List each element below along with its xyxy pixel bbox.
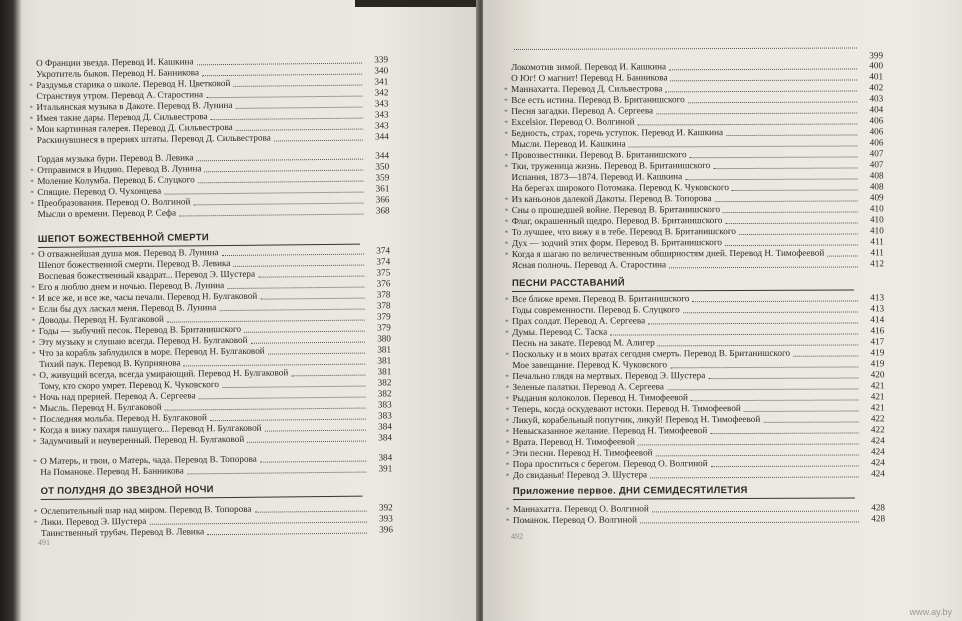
toc-page-number: 406 (869, 115, 884, 126)
toc-title: Думы. Перевод С. Таска (512, 326, 608, 337)
toc-title: Шепот божественной смерти. Перевод В. Левика (38, 257, 231, 270)
asterisk-mark: * (29, 104, 34, 113)
toc-page-number: 384 (378, 432, 393, 443)
dot-leader (658, 344, 859, 346)
asterisk-mark: * (505, 373, 509, 382)
toc-page-number: 416 (870, 325, 885, 336)
toc-page-number: 400 (869, 60, 884, 71)
toc-title: Гордая музыка бури. Перевод В. Левика (37, 152, 194, 164)
toc-page-number: 428 (871, 513, 886, 524)
asterisk-mark: * (504, 108, 508, 117)
toc-page-number: 403 (869, 93, 884, 104)
dot-leader (667, 388, 858, 390)
dot-leader (726, 222, 858, 224)
toc-title: О Франции звезда. Перевод И. Кашкина (36, 56, 194, 68)
toc-page-number: 393 (379, 513, 393, 524)
toc-title: Мысли. Перевод И. Кашкина (511, 138, 626, 149)
dot-leader (227, 287, 364, 289)
dot-leader (514, 47, 857, 49)
toc-title: Бедность, страх, горечь уступок. Перевод И. Кашкина (511, 127, 724, 138)
toc-page-number: 374 (376, 245, 391, 256)
toc-page-number: 407 (869, 159, 884, 170)
toc-title: Странствуя утром. Перевод А. Старостина (36, 89, 204, 101)
toc-title: Эти песни. Перевод Н. Тимофеевой (512, 447, 653, 458)
dot-leader (222, 254, 364, 256)
toc-title: Поманок. Перевод О. Волгиной (513, 514, 638, 525)
asterisk-mark: * (504, 196, 509, 205)
toc-title: Зеленые палатки. Перевод А. Сергеева (512, 381, 664, 392)
toc-page-number: 399 (869, 50, 884, 61)
toc-page-number: 401 (869, 71, 884, 82)
toc-page-number: 413 (870, 292, 885, 303)
toc-page-number: 375 (376, 267, 391, 278)
toc-page-number: 428 (871, 502, 886, 513)
toc-title: Воспевая божественный квадрат... Перевод Э. Шустера (38, 268, 256, 281)
dot-leader (219, 309, 364, 312)
toc-page-number: 411 (870, 236, 884, 247)
heading-rule (512, 290, 854, 292)
asterisk-mark: * (504, 207, 509, 216)
toc-title: Ослепительный шар над миром. Перевод В. Топорова (40, 503, 252, 516)
toc-page-number: 410 (869, 203, 884, 214)
toc-title: О, живущий всегда, всегда умирающий. Перевод Н. Булгаковой (39, 367, 289, 380)
toc-title: Невысказанное желание. Перевод Н. Тимофеевой (512, 425, 708, 436)
toc-title: Маннахатта. Перевод О. Волгиной (512, 503, 649, 514)
toc-title: Дух — зодчий этих форм. Перевод В. Британишского (511, 237, 722, 248)
toc-page-number: 411 (870, 247, 884, 258)
toc-title: Годы — зыбучий песок. Перевод В. Британишского (38, 323, 242, 336)
asterisk-mark: * (504, 130, 508, 139)
toc-entry (506, 513, 886, 526)
asterisk-mark: * (504, 229, 509, 238)
section-heading (513, 485, 855, 497)
section-heading-text: Приложение первое. ДНИ СЕМИДЕСЯТИЛЕТИЯ (512, 484, 748, 497)
dot-leader (827, 255, 858, 256)
asterisk-mark: * (30, 200, 35, 209)
toc-title: Ночь над прерией. Перевод А. Сергеева (39, 390, 196, 402)
dot-leader (251, 342, 365, 344)
toc-page-number: 419 (870, 358, 885, 369)
asterisk-mark: * (29, 82, 33, 91)
toc-title: Его я люблю днем и ночью. Перевод В. Лунина (38, 280, 225, 292)
asterisk-mark: * (32, 394, 37, 403)
dot-leader (732, 189, 858, 191)
toc-title: Отправимся в Индию. Перевод В. Лунина (37, 163, 202, 175)
toc-title: О Юг! О магнит! Перевод Н. Банникова (511, 72, 668, 83)
toc-entry (41, 524, 393, 539)
toc-title: Мысли о времени. Перевод Р. Сефа (37, 207, 177, 219)
toc-page-number: 391 (378, 463, 393, 474)
toc-title: Испания, 1873—1874. Перевод И. Кашкина (511, 171, 683, 182)
toc-page-number: 421 (870, 380, 885, 391)
heading-rule (513, 498, 855, 500)
asterisk-mark: * (31, 251, 35, 260)
toc-page-number: 422 (870, 424, 885, 435)
dot-leader (692, 300, 858, 302)
toc-page-number: 374 (376, 256, 391, 267)
toc-title: Моление Колумба. Перевод Б. Слуцкого (37, 174, 195, 186)
asterisk-mark: * (505, 461, 510, 470)
dot-leader (247, 441, 366, 443)
dot-leader (638, 123, 858, 125)
toc-page-number: 382 (377, 377, 392, 388)
asterisk-mark: * (29, 126, 34, 135)
dot-leader (638, 443, 859, 445)
dot-leader (244, 331, 365, 333)
toc-page-number: 420 (870, 369, 885, 380)
asterisk-mark: * (31, 317, 36, 326)
dot-leader (211, 118, 363, 121)
toc-title: Локомотив зимой. Перевод И. Кашкина (511, 61, 667, 72)
toc-title: Рыдания колоколов. Перевод Н. Тимофеевой (512, 392, 688, 403)
toc-title: Прах солдат. Перевод А. Сергеева (512, 315, 646, 326)
dot-leader (710, 432, 858, 434)
toc-page-number: 409 (869, 192, 884, 203)
toc-page-number: 413 (870, 303, 885, 314)
dot-leader (652, 510, 859, 512)
toc-page-number: 383 (377, 399, 392, 410)
asterisk-mark: * (505, 329, 509, 338)
toc-title: Задумчивый и неуверенный. Перевод Н. Булгаковой (39, 433, 245, 446)
toc-page-number: 339 (374, 54, 389, 65)
section-heading (38, 231, 360, 245)
toc-title: Когда я шагаю по величественным обширностям дней. Перевод Н. Тимофеевой (511, 247, 825, 259)
asterisk-mark: * (30, 178, 34, 187)
dot-leader (255, 511, 367, 513)
toc-entry (32, 432, 393, 447)
toc-title: Итальянская музыка в Дакоте. Перевод В. Лунина (36, 99, 233, 112)
toc-title: Спящие. Перевод О. Чухонцева (37, 185, 162, 197)
asterisk-mark: * (31, 295, 36, 304)
dot-leader (711, 465, 859, 467)
toc-title: Доводы. Перевод Н. Булгаковой (38, 313, 164, 325)
dot-leader (671, 79, 858, 81)
asterisk-mark: * (504, 218, 509, 227)
toc-title: Все ближе время. Перевод В. Британишского (512, 293, 690, 304)
toc-title: Что за корабль заблудился в море. Перевод Н. Булгаковой (39, 345, 265, 358)
toc-title: Мое завещание. Перевод К. Чуковского (512, 359, 668, 370)
dot-leader (291, 375, 365, 377)
toc-title: Раскинувшиеся в прериях штаты. Перевод Д. Сильвестрова (36, 132, 271, 145)
asterisk-mark: * (32, 372, 36, 381)
asterisk-mark: * (505, 406, 510, 415)
toc-page-number: 424 (870, 457, 885, 468)
asterisk-mark: * (504, 97, 508, 106)
toc-page-number: 396 (379, 524, 394, 535)
toc-page-number: 412 (870, 258, 884, 269)
toc-page-number: 343 (374, 109, 389, 120)
toc-title: Поскольку и в моих вратах сегодня смерть. Перевод В. Британишского (512, 347, 791, 359)
dot-leader (210, 419, 366, 422)
toc-title: Преобразования. Перевод О. Волгиной (37, 196, 191, 208)
toc-entry (511, 50, 884, 61)
asterisk-mark: * (33, 458, 37, 467)
toc-title: Если бы дух ласкал меня. Перевод В. Лунина (38, 302, 217, 314)
toc-title: Раздумья старика о школе. Перевод Н. Цветковой (36, 77, 231, 90)
asterisk-mark: * (505, 506, 510, 515)
toc-page-number: 402 (869, 82, 884, 93)
toc-page-number: 384 (378, 421, 392, 432)
toc-entry (37, 131, 389, 146)
toc-title: Ликуй, корабельный попутчик, ликуй! Перевод Н. Тимофеевой (512, 413, 761, 425)
toc-title: Из каньонов далекой Дакоты. Перевод В. Топорова (511, 193, 712, 204)
dot-leader (739, 233, 858, 235)
dot-leader (690, 156, 858, 158)
asterisk-mark: * (505, 296, 509, 305)
dot-leader (715, 200, 858, 202)
toc-title: Тихий паук. Перевод В. Куприянова (39, 357, 181, 369)
toc-title: То лучшее, что вижу я в тебе. Перевод В. Британишского (511, 226, 737, 237)
dot-leader (665, 90, 857, 92)
section-heading (512, 277, 854, 289)
dot-leader (669, 68, 857, 70)
toc-entry (512, 258, 884, 271)
asterisk-mark: * (29, 115, 34, 124)
dot-leader (744, 410, 859, 412)
dot-leader (233, 85, 362, 87)
toc-page-number: 380 (377, 333, 392, 344)
dot-leader (265, 430, 366, 432)
asterisk-mark: * (32, 438, 37, 447)
dot-leader (656, 454, 859, 456)
toc-page-number: 421 (870, 402, 885, 413)
toc-page-number: 414 (870, 314, 885, 325)
left-folio: 491 (38, 538, 50, 547)
toc-title: Печально глядя на мертвых. Перевод Э. Шустера (512, 370, 706, 381)
toc-title: Песнь на закате. Перевод М. Алигер (512, 337, 655, 348)
dot-leader (725, 244, 858, 246)
dot-leader (236, 129, 363, 131)
toc-title: На Поманоке. Перевод Н. Банникова (40, 465, 184, 477)
toc-title: И все же, и все же, часы печали. Перевод Н. Булгаковой (38, 290, 258, 303)
toc-page-number: 410 (869, 225, 884, 236)
dot-leader (236, 107, 363, 109)
asterisk-mark: * (31, 306, 36, 315)
asterisk-mark: * (31, 339, 36, 348)
toc-page-number: 422 (870, 413, 885, 424)
asterisk-mark: * (505, 428, 510, 437)
dot-leader (222, 386, 365, 389)
asterisk-mark: * (506, 517, 510, 526)
dot-leader (656, 112, 857, 114)
right-folio: 492 (511, 532, 523, 541)
dot-leader (723, 211, 858, 213)
dot-leader (610, 333, 858, 335)
asterisk-mark: * (504, 251, 509, 260)
toc-page-number: 350 (375, 161, 390, 172)
toc-title: Последняя мольба. Перевод Н. Булгаковой (39, 412, 207, 424)
toc-title: Мои картинная галерея. Перевод Д. Сильвестрова (36, 121, 233, 134)
asterisk-mark: * (33, 508, 38, 517)
dot-leader (640, 521, 859, 523)
section-heading (40, 483, 362, 497)
toc-title: Врата. Перевод Н. Тимофеевой (512, 436, 635, 447)
asterisk-mark: * (31, 284, 35, 293)
asterisk-mark: * (505, 439, 510, 448)
toc-title: О Матерь, и твои, о Матерь, чада. Перевод В. Топорова (40, 453, 257, 466)
toc-title: Excelsior. Перевод О. Волгиной (511, 116, 635, 127)
dot-leader (669, 266, 858, 268)
toc-page-number: 383 (377, 410, 392, 421)
dot-leader (260, 298, 364, 300)
asterisk-mark: * (504, 119, 508, 128)
toc-page-number: 366 (375, 194, 390, 205)
toc-page-number: 340 (374, 65, 389, 76)
toc-page-number: 342 (374, 87, 389, 98)
dot-leader (274, 140, 363, 142)
toc-page-number: 379 (377, 322, 391, 333)
toc-page-number: 408 (869, 181, 884, 192)
dot-leader (763, 421, 858, 422)
dot-leader (688, 101, 857, 103)
asterisk-mark: * (32, 427, 37, 436)
dot-leader (793, 355, 858, 356)
toc-page-number: 378 (376, 289, 391, 300)
toc-page-number: 410 (869, 214, 884, 225)
toc-page-number: 392 (378, 502, 393, 513)
dot-leader (187, 472, 366, 475)
dot-leader (726, 134, 857, 136)
dot-leader (234, 265, 365, 267)
toc-page-number: 381 (377, 344, 392, 355)
toc-title: На берегах широкого Потомака. Перевод К. Чуковского (511, 182, 730, 193)
background-edge (355, 0, 478, 7)
toc-title: Все есть истина. Перевод В. Британишского (511, 94, 685, 105)
asterisk-mark: * (505, 318, 509, 327)
asterisk-mark: * (30, 189, 34, 198)
toc-title: О отважнейшая душа моя. Перевод В. Лунина (38, 247, 219, 259)
toc-title: Тки, труженица жизнь. Перевод В. Британишского (511, 160, 711, 171)
section-heading-text: ОТ ПОЛУДНЯ ДО ЗВЕЗДНОЙ НОЧИ (40, 484, 214, 497)
right-toc (504, 50, 891, 526)
asterisk-mark: * (504, 152, 508, 161)
toc-page-number: 343 (374, 98, 389, 109)
left-page (0, 0, 478, 621)
toc-title: Тому, кто скоро умрет. Перевод К. Чуковского (39, 379, 219, 391)
toc-page-number: 341 (374, 76, 389, 87)
section-heading-text: ПЕСНИ РАССТАВАНИЙ (511, 277, 625, 289)
toc-page-number: 419 (870, 347, 885, 358)
asterisk-mark: * (30, 167, 34, 176)
dot-leader (708, 377, 858, 379)
dot-leader (685, 178, 857, 180)
asterisk-mark: * (505, 472, 510, 481)
asterisk-mark: * (31, 328, 36, 337)
asterisk-mark: * (504, 240, 509, 249)
dot-leader (206, 96, 362, 99)
toc-page-number: 379 (376, 311, 391, 322)
dot-leader (629, 145, 858, 147)
toc-page-number: 406 (869, 137, 884, 148)
toc-page-number: 382 (377, 388, 392, 399)
toc-page-number: 381 (377, 355, 392, 366)
toc-page-number: 359 (375, 172, 390, 183)
toc-title: Маннахатта. Перевод Д. Сильвестрова (511, 83, 663, 94)
asterisk-mark: * (505, 384, 509, 393)
toc-page-number: 343 (374, 120, 389, 131)
dot-leader (258, 276, 364, 278)
toc-title: Пора проститься с берегом. Перевод О. Волгиной (512, 458, 708, 469)
toc-page-number: 406 (869, 126, 884, 137)
section-heading-text: ШЕПОТ БОЖЕСТВЕННОЙ СМЕРТИ (37, 232, 210, 245)
toc-page-number: 417 (870, 336, 885, 347)
asterisk-mark: * (505, 395, 510, 404)
asterisk-mark: * (32, 350, 36, 359)
dot-leader (260, 461, 366, 463)
toc-title: Эту музыку и слушаю всегда. Перевод Н. Булгаковой (38, 334, 248, 347)
dot-leader (207, 533, 367, 536)
asterisk-mark: * (32, 416, 37, 425)
dot-leader (650, 476, 859, 478)
toc-page-number: 407 (869, 148, 884, 159)
toc-entry (505, 468, 885, 481)
toc-title: Укротитель быков. Перевод Н. Банникова (36, 67, 200, 79)
right-page (483, 0, 962, 621)
dot-leader (179, 214, 363, 217)
toc-page-number: 424 (871, 468, 885, 479)
toc-page-number: 404 (869, 104, 884, 115)
asterisk-mark: * (33, 519, 38, 528)
asterisk-mark: * (504, 86, 508, 95)
toc-page-number: 421 (870, 391, 885, 402)
dot-leader (713, 167, 857, 169)
toc-title: Флаг, окрашенный щедро. Перевод В. Британишского (511, 215, 723, 226)
toc-title: Мысль. Перевод Н. Булгаковой (39, 401, 162, 413)
asterisk-mark: * (505, 351, 509, 360)
dot-leader (268, 353, 365, 355)
toc-page-number: 424 (870, 446, 885, 457)
toc-page-number: 376 (376, 278, 391, 289)
toc-title: Провозвестники. Перевод В. Британишского (511, 149, 687, 160)
toc-title: Имея такие дары. Перевод Д. Сильвестрова (36, 111, 208, 123)
toc-page-number: 368 (375, 205, 390, 216)
toc-title: До свиданья! Перевод Э. Шустера (512, 469, 648, 480)
toc-title: Таинственный трубач. Перевод В. Левика (40, 526, 205, 538)
toc-title: Теперь, когда оскудевают истоки. Перевод Н. Тимофеевой (512, 403, 741, 414)
asterisk-mark: * (505, 450, 510, 459)
toc-title: Песня загадки. Перевод А. Сергеева (511, 105, 654, 116)
toc-page-number: 424 (870, 435, 885, 446)
toc-entry (40, 463, 392, 478)
toc-page-number: 384 (378, 452, 393, 463)
toc-page-number: 344 (375, 150, 390, 161)
dot-leader (691, 399, 859, 401)
dot-leader (648, 322, 858, 324)
toc-entry (38, 205, 390, 220)
asterisk-mark: * (505, 417, 510, 426)
toc-page-number: 408 (869, 170, 884, 181)
toc-page-number: 361 (375, 183, 390, 194)
dot-leader (670, 366, 858, 368)
toc-page-number: 378 (376, 300, 391, 311)
asterisk-mark: * (504, 163, 509, 172)
toc-title: Сны о прошедшей войне. Перевод В. Британишского (511, 204, 721, 215)
asterisk-mark: * (32, 405, 37, 414)
toc-title: Годы современности. Перевод Б. Слуцкого (512, 304, 680, 315)
toc-title: Лики. Перевод Э. Шустера (40, 515, 147, 527)
page-shadow (0, 0, 22, 621)
toc-title: Когда я вижу пахаря пашущего... Перевод Н. Булгаковой (39, 422, 262, 435)
toc-page-number: 344 (375, 131, 389, 142)
left-toc (29, 54, 396, 538)
toc-title: Ясная полночь. Перевод А. Старостина (511, 259, 667, 270)
toc-page-number: 381 (377, 366, 392, 377)
watermark: www.ay.by (909, 607, 952, 617)
dot-leader (683, 311, 858, 313)
